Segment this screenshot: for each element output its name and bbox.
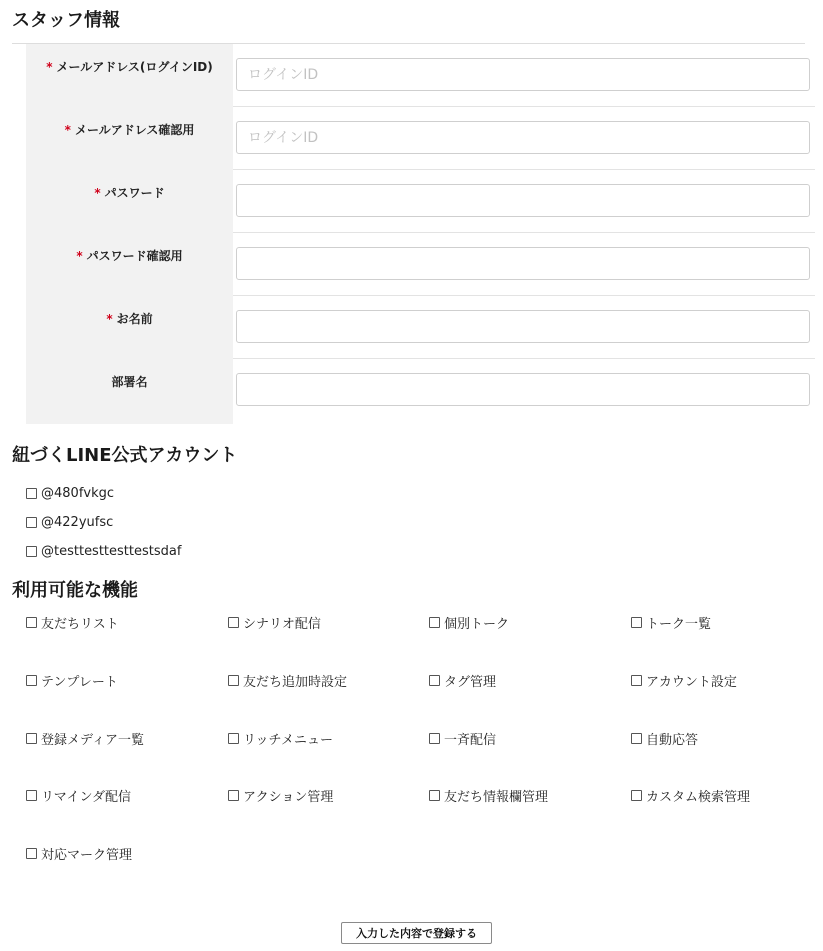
required-mark: *: [76, 249, 83, 263]
form-row-password: [26, 170, 810, 233]
checkbox[interactable]: [26, 733, 37, 744]
checkbox[interactable]: [228, 790, 239, 801]
feature-checkbox-item[interactable]: シナリオ配信: [228, 611, 321, 633]
account-checkbox-item[interactable]: @422yufsc: [26, 508, 181, 537]
checkbox[interactable]: [228, 617, 239, 628]
checkbox[interactable]: [631, 617, 642, 628]
account-checkbox-item[interactable]: @testtesttesttestsdaf: [26, 537, 181, 566]
feature-checkbox-item[interactable]: トーク一覧: [631, 611, 711, 633]
staff-form: [26, 44, 810, 424]
checkbox[interactable]: [631, 675, 642, 686]
feature-checkbox-item[interactable]: 一斉配信: [429, 727, 496, 749]
account-checkbox-item[interactable]: @480fvkgc: [26, 479, 181, 508]
required-mark: *: [46, 60, 53, 74]
form-row-password-confirm: [26, 233, 810, 296]
feature-checkbox-item[interactable]: タグ管理: [429, 669, 496, 691]
form-row-email-confirm: [26, 107, 810, 170]
staff-info-title: スタッフ情報: [12, 10, 120, 31]
feature-checkbox-item[interactable]: テンプレート: [26, 669, 118, 691]
required-mark: *: [94, 186, 101, 200]
field-label: * パスワード確認用: [26, 233, 233, 296]
feature-checkbox-item[interactable]: 友だち情報欄管理: [429, 784, 548, 806]
field-label: * メールアドレス確認用: [26, 107, 233, 170]
password-confirm-input[interactable]: [236, 247, 810, 280]
checkbox[interactable]: [26, 617, 37, 628]
email-confirm-input[interactable]: [236, 121, 810, 154]
feature-checkbox-item[interactable]: 自動応答: [631, 727, 698, 749]
submit-button[interactable]: 入力した内容で登録する: [341, 922, 492, 944]
checkbox[interactable]: [631, 733, 642, 744]
feature-checkbox-item[interactable]: 友だち追加時設定: [228, 669, 347, 691]
form-row-name: [26, 296, 810, 359]
features-title: 利用可能な機能: [12, 580, 138, 601]
required-mark: *: [64, 123, 71, 137]
linked-accounts-title: 紐づくLINE公式アカウント: [12, 445, 238, 466]
checkbox[interactable]: [26, 546, 37, 557]
field-label: * パスワード: [26, 170, 233, 233]
feature-checkbox-item[interactable]: リマインダ配信: [26, 784, 131, 806]
password-input[interactable]: [236, 184, 810, 217]
feature-checkbox-item[interactable]: アクション管理: [228, 784, 333, 806]
form-row-department: [26, 359, 810, 424]
checkbox[interactable]: [429, 790, 440, 801]
checkbox[interactable]: [631, 790, 642, 801]
checkbox[interactable]: [228, 733, 239, 744]
feature-checkbox-item[interactable]: 登録メディア一覧: [26, 727, 144, 749]
required-mark: *: [106, 312, 113, 326]
account-list: [26, 479, 181, 566]
field-label: * メールアドレス(ログインID): [26, 44, 233, 107]
checkbox[interactable]: [429, 733, 440, 744]
checkbox[interactable]: [26, 675, 37, 686]
checkbox[interactable]: [26, 790, 37, 801]
feature-checkbox-item[interactable]: 個別トーク: [429, 611, 509, 633]
feature-checkbox-item[interactable]: 対応マーク管理: [26, 842, 132, 864]
email-input[interactable]: [236, 58, 810, 91]
field-label: * お名前: [26, 296, 233, 359]
department-input[interactable]: [236, 373, 810, 406]
feature-checkbox-item[interactable]: アカウント設定: [631, 669, 737, 691]
checkbox[interactable]: [26, 848, 37, 859]
checkbox[interactable]: [26, 517, 37, 528]
checkbox[interactable]: [228, 675, 239, 686]
checkbox[interactable]: [429, 617, 440, 628]
checkbox[interactable]: [26, 488, 37, 499]
feature-checkbox-item[interactable]: 友だちリスト: [26, 611, 119, 633]
field-label: 部署名: [26, 359, 233, 424]
checkbox[interactable]: [429, 675, 440, 686]
form-row-email: [26, 44, 810, 107]
name-input[interactable]: [236, 310, 810, 343]
feature-checkbox-item[interactable]: リッチメニュー: [228, 727, 333, 749]
feature-checkbox-item[interactable]: カスタム検索管理: [631, 784, 750, 806]
